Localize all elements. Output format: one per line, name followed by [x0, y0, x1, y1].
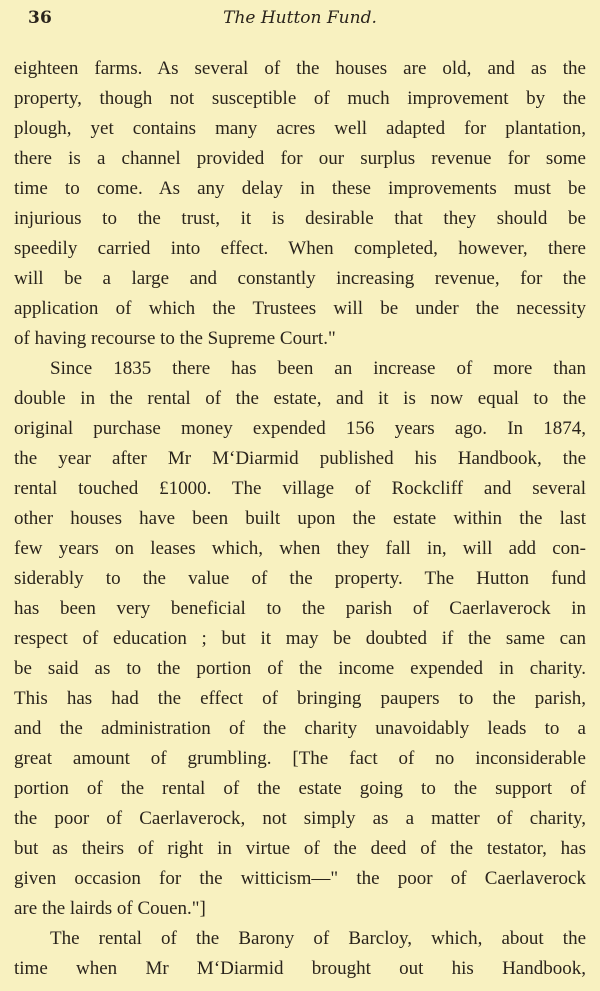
- text-line-18: siderably to the value of the property. The Hutton fund: [14, 568, 586, 589]
- text-line-15: rental touched £1000. The village of Rockcliff and several: [14, 478, 586, 499]
- text-line-4: there is a channel provided for our surplus revenue for some: [14, 148, 586, 169]
- text-line-24: great amount of grumbling. [The fact of no inconsiderable: [14, 748, 586, 769]
- text-line-9: application of which the Trustees will be under the necessity: [14, 298, 586, 319]
- text-line-10: of having recourse to the Supreme Court.": [14, 328, 336, 349]
- text-line-26: the poor of Caerlaverock, not simply as a matter of charity,: [14, 808, 586, 829]
- text-line-1: eighteen farms. As several of the houses are old, and as the: [14, 58, 586, 79]
- text-line-19: has been very beneficial to the parish of Caerlaverock in: [14, 598, 586, 619]
- text-line-21: be said as to the portion of the income expended in charity.: [14, 658, 586, 679]
- text-line-13: original purchase money expended 156 years ago. In 1874,: [14, 418, 586, 439]
- text-line-30: The rental of the Barony of Barcloy, which, about the: [50, 928, 586, 949]
- text-line-3: plough, yet contains many acres well adapted for plantation,: [14, 118, 586, 139]
- text-line-6: injurious to the trust, it is desirable that they should be: [14, 208, 586, 229]
- text-line-16: other houses have been built upon the estate within the last: [14, 508, 586, 529]
- text-line-11: Since 1835 there has been an increase of more than: [50, 358, 586, 379]
- text-line-27: but as theirs of right in virtue of the deed of the testator, has: [14, 838, 586, 859]
- text-line-31: time when Mr M‘Diarmid brought out his Handbook,: [14, 958, 586, 979]
- text-line-22: This has had the effect of bringing paupers to the parish,: [14, 688, 586, 709]
- text-line-7: speedily carried into effect. When completed, however, there: [14, 238, 586, 259]
- text-line-28: given occasion for the witticism—" the poor of Caerlaverock: [14, 868, 586, 889]
- text-line-20: respect of education ; but it may be doubted if the same can: [14, 628, 586, 649]
- text-line-23: and the administration of the charity unavoidably leads to a: [14, 718, 586, 739]
- body-text: [14, 54, 586, 984]
- text-line-5: time to come. As any delay in these improvements must be: [14, 178, 586, 199]
- running-title: The Hutton Fund.: [223, 8, 377, 28]
- text-line-2: property, though not susceptible of much improvement by the: [14, 88, 586, 109]
- text-line-17: few years on leases which, when they fall in, will add con-: [14, 538, 586, 559]
- text-line-14: the year after Mr M‘Diarmid published his Handbook, the: [14, 448, 586, 469]
- page-number: 36: [28, 8, 53, 28]
- text-line-12: double in the rental of the estate, and it is now equal to the: [14, 388, 586, 409]
- text-line-8: will be a large and constantly increasing revenue, for the: [14, 268, 586, 289]
- text-line-25: portion of the rental of the estate going to the support of: [14, 778, 586, 799]
- text-line-29: are the lairds of Couen."]: [14, 898, 206, 919]
- running-head: [14, 0, 586, 40]
